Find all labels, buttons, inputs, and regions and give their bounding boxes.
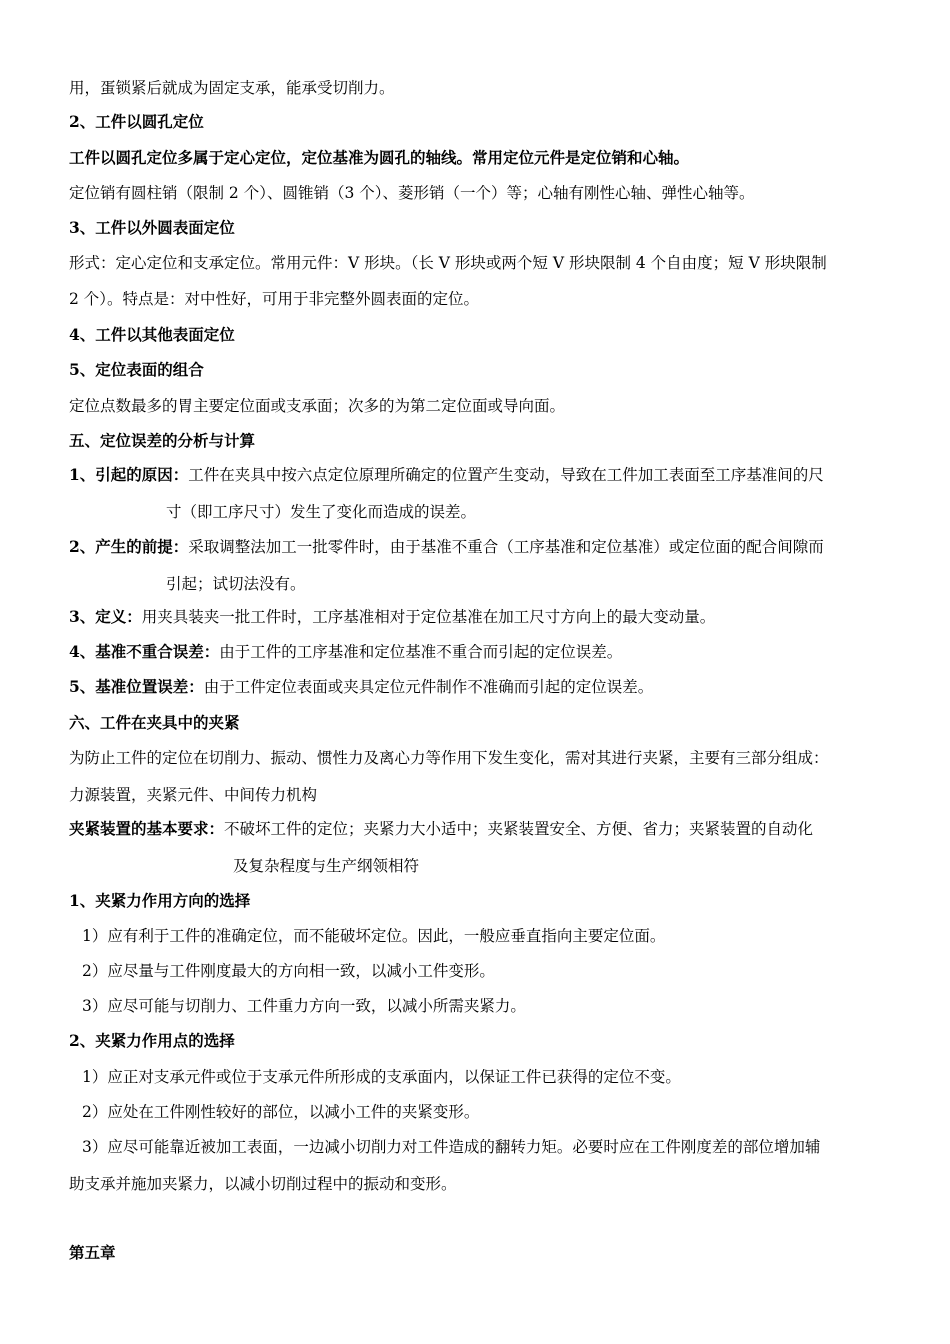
definition-term: 1、引起的原因： (69, 465, 189, 484)
paragraph-line: 定位点数最多的胃主要定位面或支承面；次多的为第二定位面或导向面。 (69, 397, 566, 415)
definition-term: 4、基准不重合误差： (69, 642, 220, 661)
definition-term: 5、基准位置误差： (69, 677, 204, 696)
section-heading: 2、工件以圆孔定位 (69, 112, 204, 131)
paragraph-line: 及复杂程度与生产纲领相符 (233, 857, 420, 875)
chapter-section-heading: 六、工件在夹具中的夹紧 (69, 713, 240, 732)
section-heading: 5、定位表面的组合 (69, 360, 204, 379)
definition-text: 采取调整法加工一批零件时，由于基准不重合（工序基准和定位基准）或定位面的配合间隙而 (188, 538, 824, 556)
list-item: 1）应有利于工件的准确定位，而不能破坏定位。因此，一般应垂直指向主要定位面。 (82, 927, 666, 945)
definition-item (69, 536, 892, 558)
paragraph-line: 助支承并施加夹紧力，以减小切削过程中的振动和变形。 (69, 1175, 457, 1193)
paragraph-line: 形式：定心定位和支承定位。常用元件：V 形块。（长 V 形块或两个短 V 形块限制 4 个自由度；短 V 形块限制 (69, 254, 827, 272)
definition-item (69, 464, 892, 486)
definition-text: 由于工件定位表面或夹具定位元件制作不准确而引起的定位误差。 (203, 678, 654, 696)
chapter-section-heading: 五、定位误差的分析与计算 (69, 431, 256, 450)
definition-term: 2、产生的前提： (69, 537, 189, 556)
list-item: 2）应尽量与工件刚度最大的方向相一致，以减小工件变形。 (82, 962, 495, 980)
definition-term: 3、定义： (69, 607, 142, 626)
bold-paragraph: 工件以圆孔定位多属于定心定位，定位基准为圆孔的轴线。常用定位元件是定位销和心轴。 (69, 148, 690, 167)
list-item: 2）应处在工件刚性较好的部位，以减小工件的夹紧变形。 (82, 1103, 480, 1121)
definition-item (69, 641, 892, 663)
definition-text: 工件在夹具中按六点定位原理所确定的位置产生变动，导致在工件加工表面至工序基准间的尺 (188, 466, 824, 484)
definition-term: 夹紧装置的基本要求： (69, 819, 225, 838)
paragraph-line: 寸（即工序尺寸）发生了变化而造成的误差。 (166, 503, 477, 521)
list-item: 1）应正对支承元件或位于支承元件所形成的支承面内，以保证工件已获得的定位不变。 (82, 1068, 681, 1086)
paragraph-line: 为防止工件的定位在切削力、振动、惯性力及离心力等作用下发生变化，需对其进行夹紧，主要有三部分组成： (69, 749, 829, 767)
section-heading: 2、夹紧力作用点的选择 (69, 1031, 235, 1050)
list-item: 3）应尽可能靠近被加工表面，一边减小切削力对工件造成的翻转力矩。必要时应在工件刚度差的部位增加辅 (82, 1138, 821, 1156)
definition-text: 由于工件的工序基准和定位基准不重合而引起的定位误差。 (219, 643, 623, 661)
paragraph-line: 引起；试切法没有。 (166, 575, 306, 593)
definition-item (69, 606, 892, 628)
definition-text: 不破坏工件的定位；夹紧力大小适中；夹紧装置安全、方便、省力；夹紧装置的自动化 (224, 820, 814, 838)
paragraph-line: 2 个）。特点是：对中性好，可用于非完整外圆表面的定位。 (69, 290, 480, 308)
list-item: 3）应尽可能与切削力、工件重力方向一致，以减小所需夹紧力。 (82, 997, 526, 1015)
paragraph-line: 定位销有圆柱销（限制 2 个）、圆锥销（3 个）、菱形销（一个）等；心轴有刚性心轴、弹性心轴等。 (69, 184, 755, 202)
chapter-title: 第五章 (69, 1243, 116, 1262)
definition-text: 用夹具装夹一批工件时，工序基准相对于定位基准在加工尺寸方向上的最大变动量。 (141, 608, 716, 626)
paragraph-line: 力源装置，夹紧元件、中间传力机构 (69, 786, 318, 804)
section-heading: 1、夹紧力作用方向的选择 (69, 891, 251, 910)
definition-item (69, 818, 892, 840)
paragraph-line: 用，蛋锁紧后就成为固定支承，能承受切削力。 (69, 79, 395, 97)
section-heading: 3、工件以外圆表面定位 (69, 218, 235, 237)
section-heading: 4、工件以其他表面定位 (69, 325, 235, 344)
definition-item (69, 676, 892, 698)
